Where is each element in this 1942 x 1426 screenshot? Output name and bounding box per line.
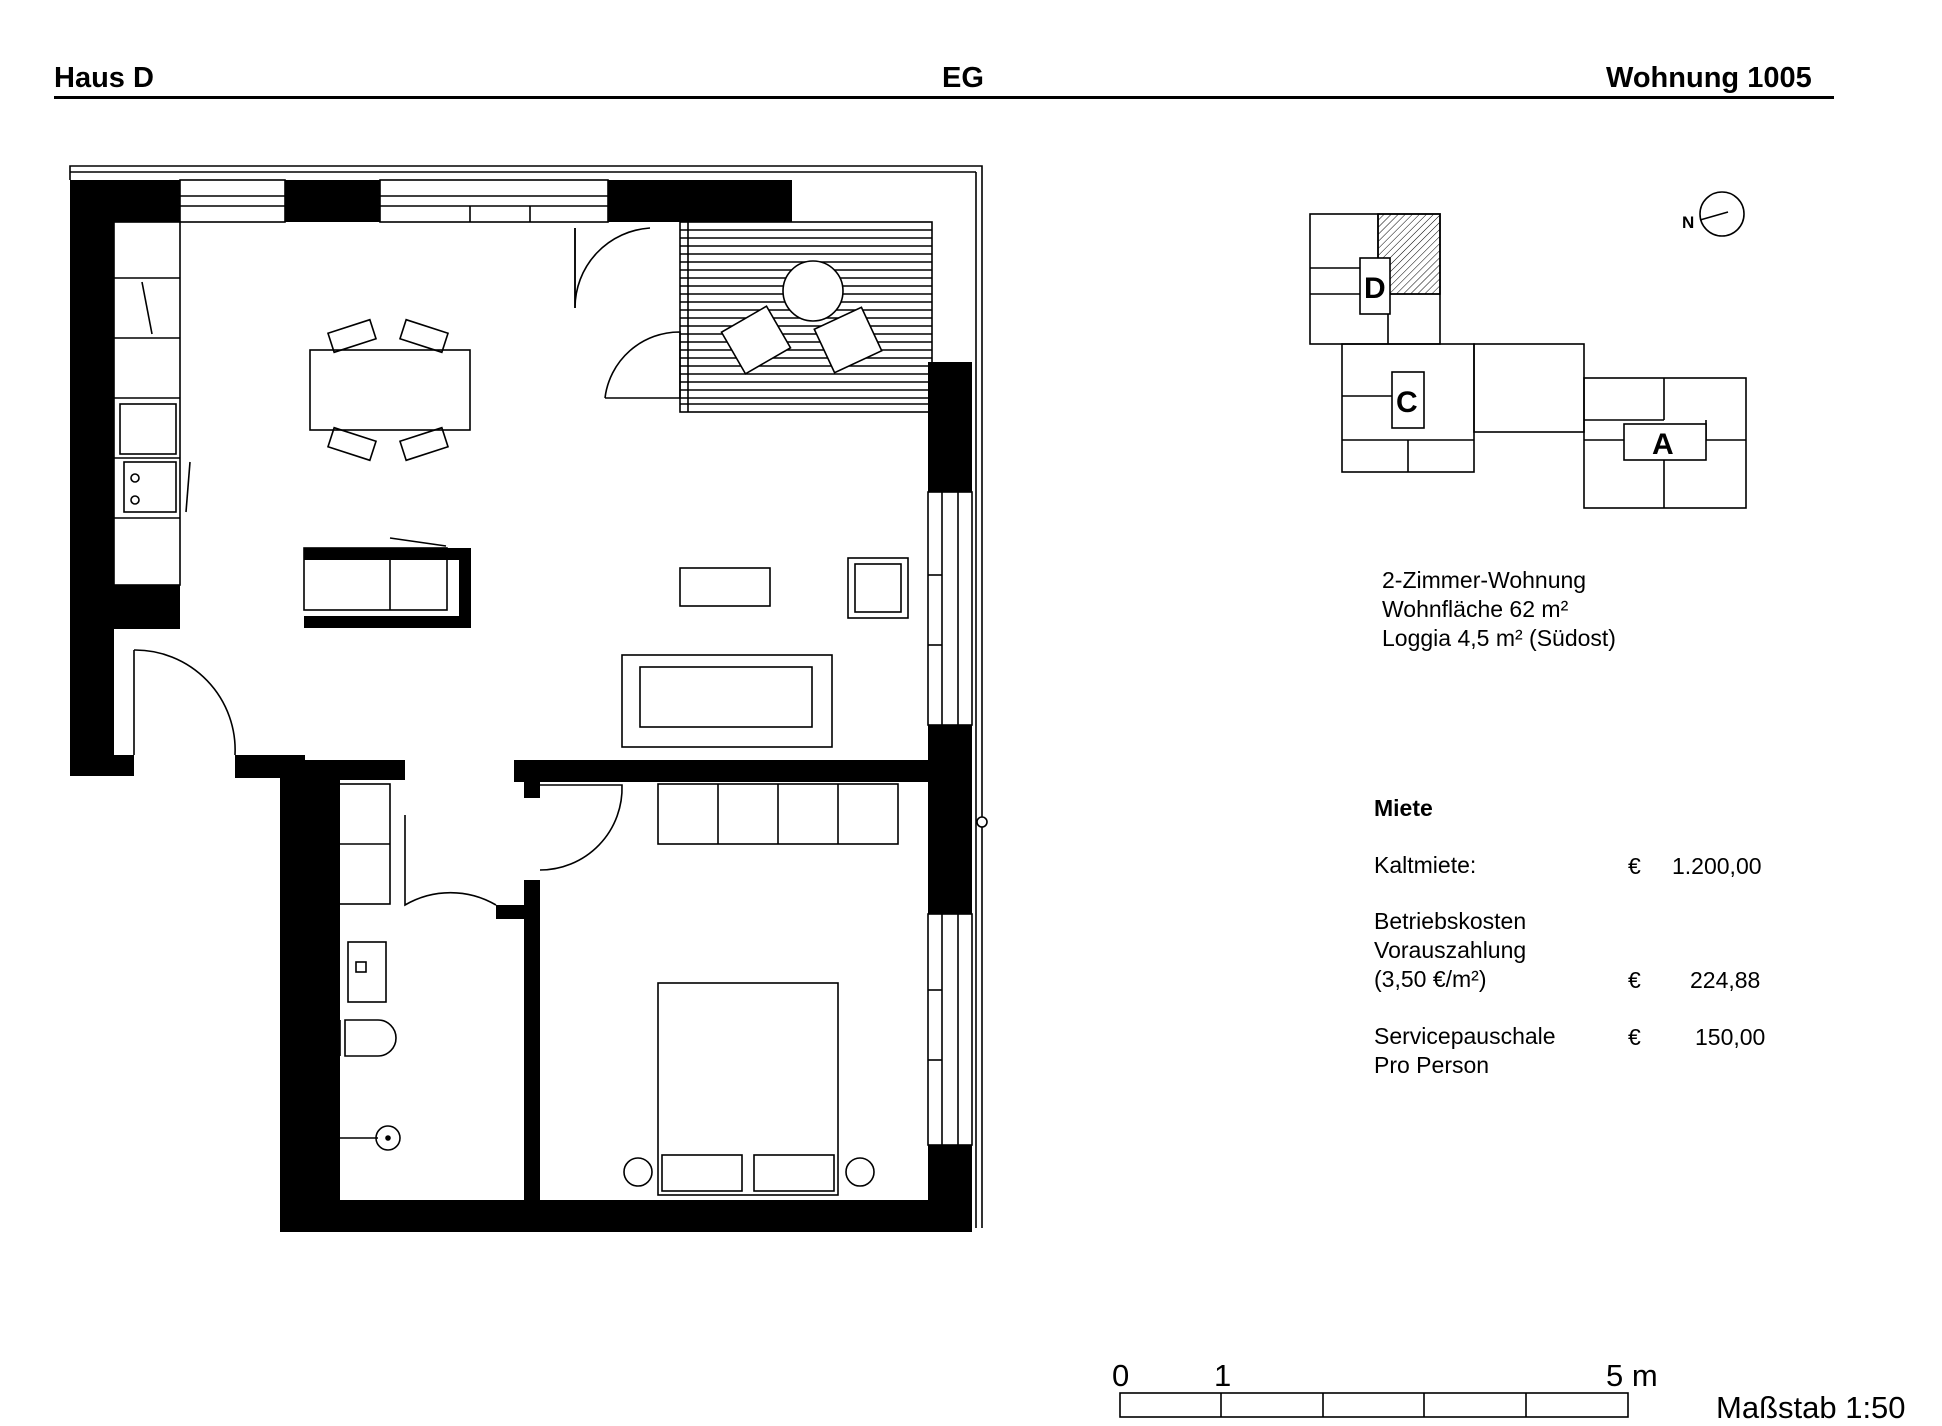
site-plan xyxy=(1310,192,1746,508)
living-area: Wohnfläche 62 m² xyxy=(1382,596,1569,622)
apartment-type: 2-Zimmer-Wohnung xyxy=(1382,567,1587,593)
loggia-area: Loggia 4,5 m² (Südost) xyxy=(1382,625,1616,651)
kitchen xyxy=(114,222,190,585)
rent-title: Miete xyxy=(1374,795,1433,821)
rent-currency: € xyxy=(1628,853,1641,879)
rent-value-servicepauschale: 150,00 xyxy=(1695,1024,1766,1050)
rent-currency: € xyxy=(1628,1024,1641,1050)
rent-label-pro-person: Pro Person xyxy=(1374,1052,1490,1078)
loggia xyxy=(680,222,932,412)
bedroom-furniture xyxy=(624,784,898,1195)
site-label-c: C xyxy=(1396,386,1418,419)
scale-zero: 0 xyxy=(1112,1358,1130,1393)
scale-five: 5 m xyxy=(1606,1358,1658,1393)
living-furniture xyxy=(304,320,908,747)
site-label-a: A xyxy=(1652,428,1674,461)
rent-value-kaltmiete: 1.200,00 xyxy=(1672,853,1762,879)
rent-label-vorauszahlung: Vorauszahlung xyxy=(1374,937,1527,963)
rent-label-betriebskosten: Betriebskosten xyxy=(1374,908,1527,934)
rent-currency: € xyxy=(1628,967,1641,993)
scale-ratio: Maßstab 1:50 xyxy=(1716,1390,1906,1425)
floor-label: EG xyxy=(942,62,984,94)
scale-one: 1 xyxy=(1214,1358,1232,1393)
site-label-d: D xyxy=(1364,272,1386,305)
rent-value-betriebskosten: 224,88 xyxy=(1690,967,1761,993)
house-label: Haus D xyxy=(54,62,154,94)
rent-label-servicepauschale: Servicepauschale xyxy=(1374,1023,1556,1049)
doors xyxy=(134,228,680,905)
rent-label-kaltmiete: Kaltmiete: xyxy=(1374,852,1477,878)
north-label: N xyxy=(1682,213,1695,232)
apartment-label: Wohnung 1005 xyxy=(1606,62,1812,94)
scale-bar xyxy=(1120,1393,1628,1417)
rent-label-rate: (3,50 €/m²) xyxy=(1374,966,1487,992)
